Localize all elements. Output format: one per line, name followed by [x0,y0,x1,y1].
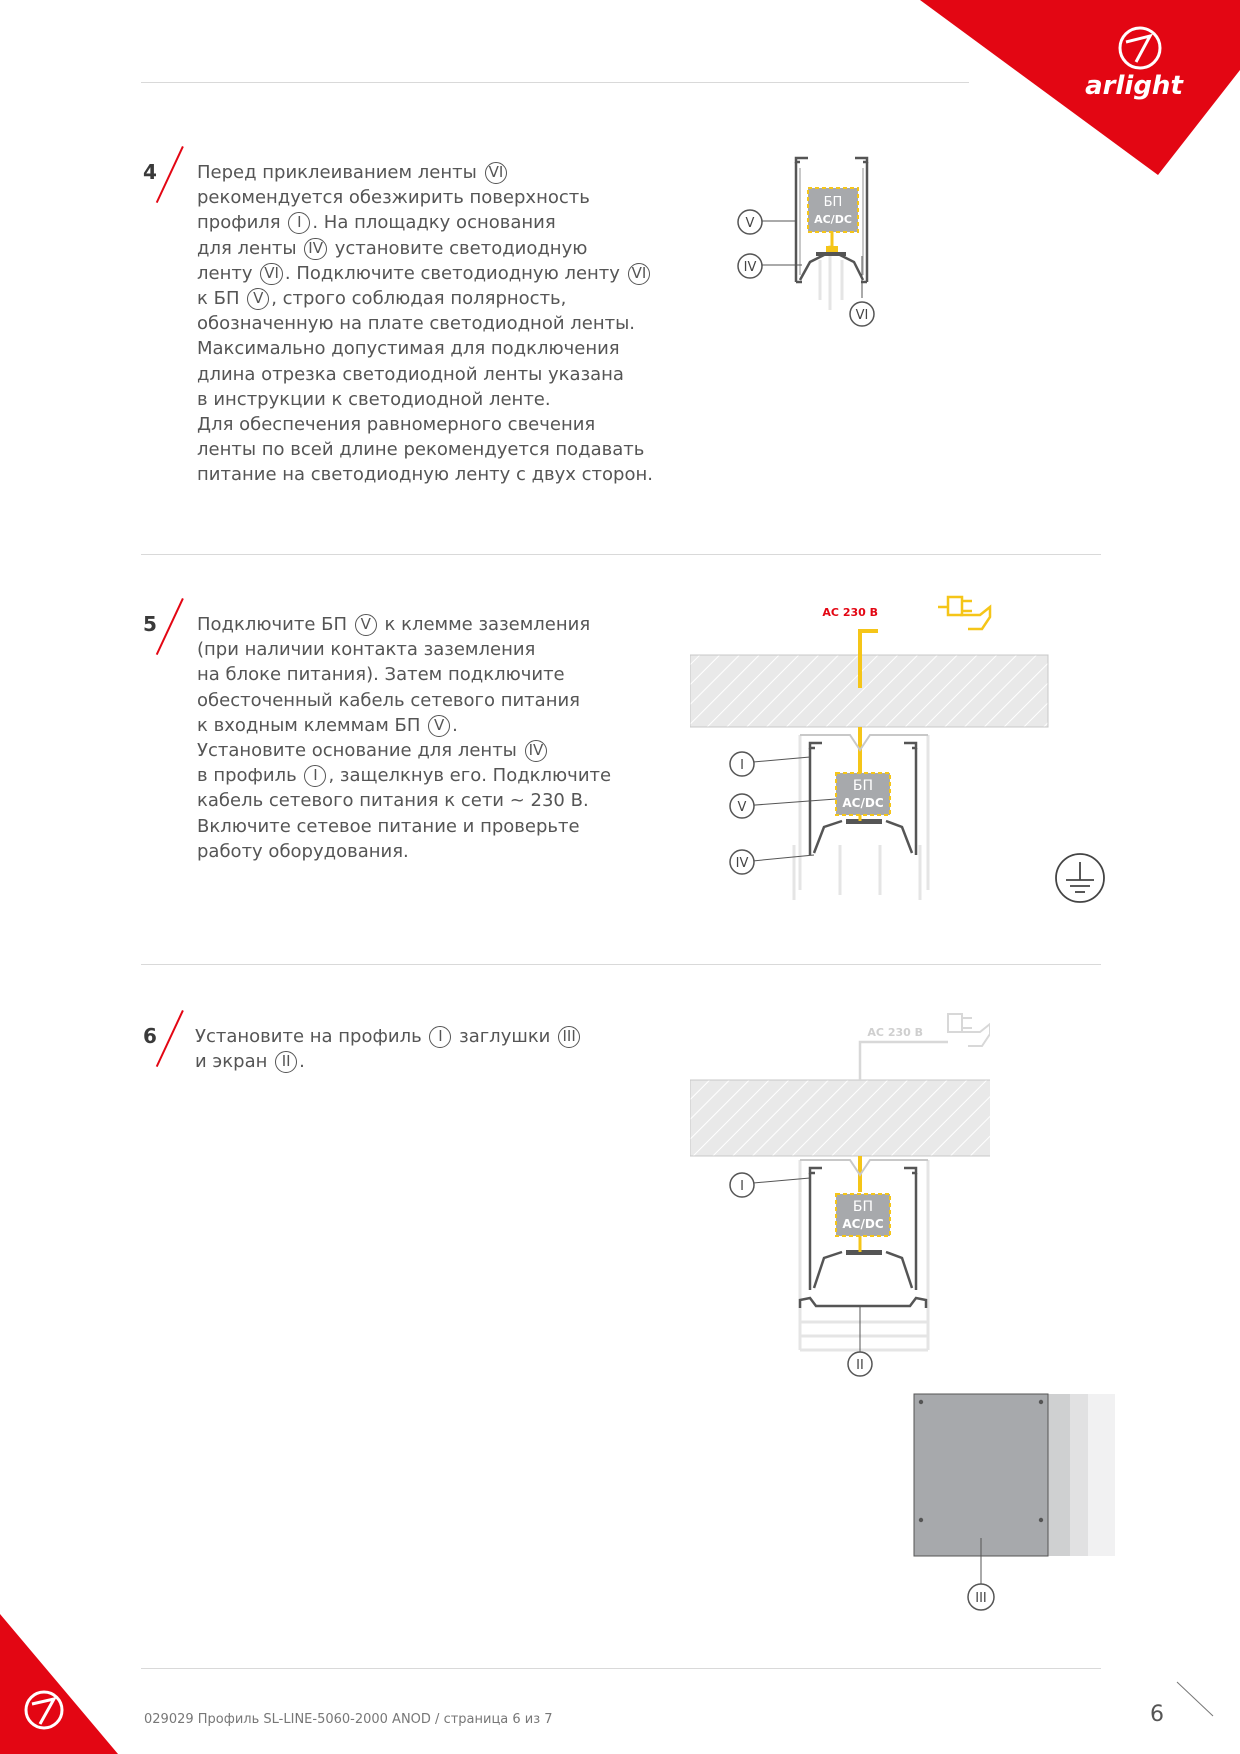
end-cap-plate [914,1394,1048,1556]
svg-text:II: II [856,1358,864,1373]
text-line [197,286,653,311]
psu-label-bottom: AC/DC [842,1217,884,1231]
text-run: профиля [197,212,287,234]
text-line [197,637,611,662]
step-4-slash [156,146,184,203]
svg-text:I: I [740,1179,744,1194]
part-reference: II [275,1051,297,1073]
svg-text:IV: IV [743,260,757,275]
text-run: Установите на профиль [195,1026,428,1047]
text-run: в профиль [197,765,303,787]
text-line [197,210,653,235]
text-run: заглушки [453,1026,557,1047]
divider-bottom [141,1668,1101,1669]
text-run: Подключите БП [197,614,353,635]
divider-2 [141,964,1101,965]
callout-iv [730,850,754,874]
callout-iii [968,1584,994,1610]
part-reference: III [558,1026,580,1048]
text-line [197,839,611,864]
text-run: к входным клеммам БП [197,714,427,736]
svg-text:V: V [737,800,747,815]
part-reference: V [247,288,269,310]
text-line [197,261,653,286]
ceiling-slab [690,655,1048,727]
callout-i [730,752,754,776]
ground-icon [1056,854,1104,902]
svg-text:IV: IV [735,856,749,871]
text-line [195,1049,582,1074]
text-run: кабель сетевого питания к сети ~ 230 В. [197,790,589,812]
text-line [197,437,653,462]
corner-logo-top [920,0,1240,175]
callout-i [730,1173,754,1197]
text-run: работу оборудования. [197,840,409,862]
text-line [197,311,653,336]
text-line [197,387,653,412]
text-run: Включите сетевое питание и проверьте [197,815,580,837]
step-4-number: 4 [143,160,157,184]
text-line [197,814,611,839]
text-run: Перед приклеиванием ленты [197,162,483,183]
text-run: , защелкнув его. Подключите [328,765,612,787]
text-line [197,160,653,185]
text-line [197,412,653,437]
part-reference: I [304,765,326,787]
part-reference: I [288,212,310,234]
brand-name: arlight [1085,71,1183,101]
text-run: ленты по всей длине рекомендуется подавать [197,439,645,461]
text-line [197,688,611,713]
text-run: ленту [197,262,259,284]
psu-label-top: БП [823,195,843,210]
text-run: и экран [195,1051,274,1073]
text-line [197,362,653,387]
plug-icon [948,1014,990,1046]
diagram-step-6 [690,1000,990,1385]
voltage-label: AC 230 В [867,1026,923,1039]
psu-label-bottom: AC/DC [814,213,852,226]
text-line [197,462,653,487]
psu-label-top: БП [852,778,874,794]
diagram-step-4 [730,150,930,335]
svg-text:V: V [745,216,755,231]
plug-icon [938,597,990,629]
text-run: к клемме заземления [378,614,591,635]
part-reference: VI [260,263,283,285]
text-run: . [452,714,458,736]
divider-top [141,82,969,83]
callout-v [730,794,754,818]
svg-text:I: I [740,758,744,773]
text-run: обозначенную на плате светодиодной ленты. [197,313,636,335]
voltage-label: AC 230 В [822,606,878,619]
text-run: обесточенный кабель сетевого питания [197,689,580,711]
step-4-text [197,160,653,488]
psu-label-top: БП [852,1199,874,1215]
callout-ii [848,1352,872,1376]
psu-label-bottom: AC/DC [842,796,884,810]
svg-text:III: III [975,1591,987,1606]
text-run: в инструкции к светодиодной ленте. [197,388,551,410]
text-line [197,738,611,763]
text-run: питание на светодиодную ленту с двух сторон. [197,464,653,486]
text-run: Установите основание для ленты [197,740,523,762]
text-line [197,612,611,637]
part-reference: VI [628,263,651,285]
ceiling-slab [690,1080,990,1156]
corner-logo-bottom [0,1614,120,1754]
page-number: 6 [1150,1702,1164,1727]
end-cap-illustration [910,1390,1120,1630]
divider-1 [141,554,1101,555]
step-5-text [197,612,611,864]
svg-text:VI: VI [855,308,869,323]
step-5-number: 5 [143,612,157,636]
step-6-text [195,1024,582,1074]
text-run: . На площадку основания [312,212,556,234]
text-run: . Подключите светодиодную ленту [284,262,626,284]
step-6-number: 6 [143,1024,157,1048]
text-line [197,185,653,210]
text-run: установите светодиодную [328,237,588,259]
step-5-slash [156,598,184,655]
text-line [197,236,653,261]
text-run: длина отрезка светодиодной ленты указана [197,363,624,385]
text-line [197,713,611,738]
page-corner-mark [1175,1680,1215,1720]
part-reference: IV [304,238,327,260]
text-run: Для обеспечения равномерного свечения [197,414,596,436]
text-run: . [299,1051,305,1073]
part-reference: I [429,1026,451,1048]
step-6-slash [156,1010,184,1067]
text-run: рекомендуется обезжирить поверхность [197,187,590,209]
text-run: , строго соблюдая полярность, [271,288,567,310]
text-line [195,1024,582,1049]
callout-vi [850,302,874,326]
text-line [197,336,653,361]
footer-doc-info: 029029 Профиль SL-LINE-5060-2000 ANOD / страница 6 из 7 [144,1712,553,1727]
text-run: для ленты [197,237,303,259]
text-line [197,763,611,788]
text-run: (при наличии контакта заземления [197,639,536,661]
callout-iv [738,254,762,278]
text-line [197,662,611,687]
part-reference: V [355,614,377,636]
text-run: к БП [197,288,246,310]
text-run: Максимально допустимая для подключения [197,338,620,360]
part-reference: VI [485,162,508,184]
text-line [197,788,611,813]
part-reference: IV [525,740,548,762]
text-run: на блоке питания). Затем подключите [197,664,565,686]
part-reference: V [428,715,450,737]
diagram-step-5 [690,585,1110,915]
callout-v [738,210,762,234]
